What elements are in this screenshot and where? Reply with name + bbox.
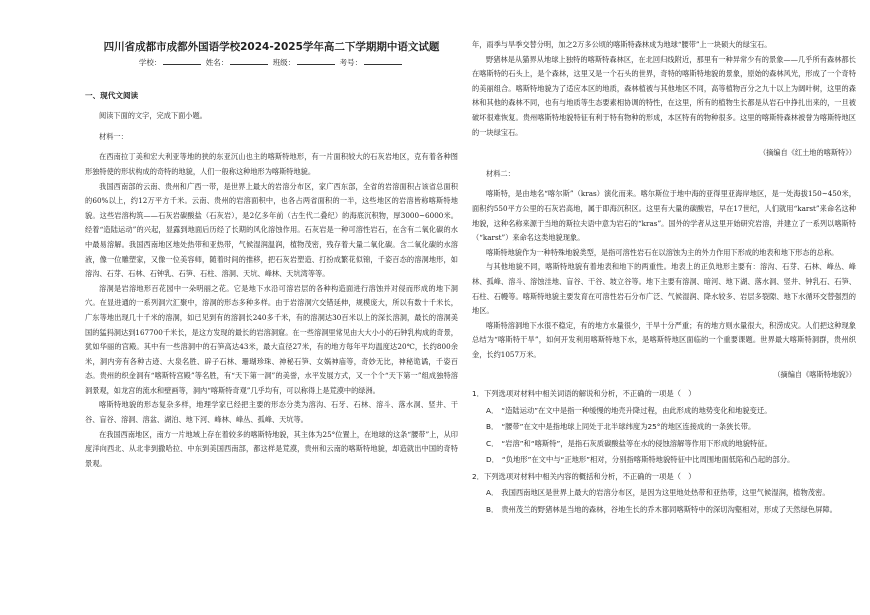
paragraph: 我国西南部的云南、贵州和广西一带，是世界上最大的岩溶分布区，家广西东部，全省的岩溶面积占该省总面积的60%以上，约12万平方千米。云南、贵州的岩溶面积中，也各占两省面积的一半，这些地区的岩溶皆称喀斯特地貌。这些岩溶构筑——石灰岩碳酸盐（石灰岩），是2亿多年前（古生代二叠纪）的海底沉积物，厚3000~6000米。经着“造陆运动”的兴起，显露到地面后历经了长期的风化溶蚀作用。石灰岩是一种可溶性岩石，在含有二氧化碳的水中最易溶解。我国西南地区地处热带和亚热带，气候湿润温润，植物茂密，残存着大量二氧化碳。含二氧化碳的水溶液，像一位雕塑家，又像一位美容师，随着时间的推移，把石灰岩塑造、打扮成繁花似锦，千姿百态的溶洞地形，如溶沟、石芽、石林、石钟乳、石笋、石柱、溶洞、天坑、峰林、天坑湾等等。 xyxy=(85,181,458,279)
left-column xyxy=(85,40,458,471)
student-info-line xyxy=(85,56,458,71)
option-text: “腰带”在文中是指地球上同处于北半球纬度为25°的地区连接成的一条狭长带。 xyxy=(501,422,756,432)
paragraph: 与其他地貌不同，喀斯特地貌有着地表和地下的两重性。地表上的正负地形主要有：溶沟、石芽、石林、峰丛、峰林、孤峰、溶斗、溶蚀洼地、盲谷、干谷、坡立谷等。地下主要有溶洞、暗河、地下湖、落水洞、竖井、钟乳石、石笋、石柱、石幔等。喀斯特地貌主要发育在可溶性岩石分布广泛、气候湿润、降水较多、岩层多裂隙、地下水循环交替强烈的地区。 xyxy=(472,262,856,316)
school-blank[interactable] xyxy=(163,56,201,65)
question-1-option-a[interactable] xyxy=(486,404,856,418)
option-text: “负地形”在文中与“正地形”相对，分别指喀斯特地貌特征中比周围地面低陷和凸起的部分。 xyxy=(501,455,795,465)
source-citation: （摘编自《喀斯特地貌》） xyxy=(773,370,856,380)
paragraph: 喀斯特，是由地名“喀尔斯”（kras）演化而来。喀尔斯位于地中海的亚得里亚海岸地区，是一处海拔150~450米，面积约550平方公里的石灰岩高地，属于即海沉积区。这里有大量的碳酸岩，早在17世纪，人们就用“karst”来命名这种地貌，这种名称来源于当地的斯拉夫语中意为岩石的“kras”。国外的学者从这里开始研究岩溶，并建立了一系列以喀斯特（“karst”）来命名这类地貌现象。 xyxy=(472,189,856,243)
question-2-stem: 2．下列选项对材料中相关内容的概括和分析，不正确的一项是（ ） xyxy=(472,471,696,481)
option-letter: A． xyxy=(486,488,499,498)
paragraph: 溶洞是岩溶地形百花园中一朵明丽之花。它是地下水沿可溶岩层的各种构造面进行溶蚀并对侵而形成的地下洞穴。在显进通的一系列洞穴汇聚中，溶洞的形态多种多样。由于岩溶洞穴交错延伸，规模庞大，所以有数十千米长，广东等地出现几十千米的溶洞，如已见到有的溶洞长240多千米，有的溶洞达30百米以上的深长溶洞，最长的溶洞美国的猛犸洞达到167700千米长，是这方发现的最长的岩溶洞窟。在一些溶洞里常见由大大小小的石钟乳构成的奇景，犹如华丽的宫殿。其中有一些溶洞中的石笋高达43米，最大直径27米，有的地方每年平均温度达20℃，长约800余米，洞内旁有各种古迹、大泉名胜、辟子石林、珊瑚珍珠、神秘石笋、女娲神庙等，奇妙无比，神秘诡谲，千姿百态。贵州的织金洞有“喀斯特宫殿”等名胜，有“天下第一洞”的美誉，水平发展方式，又一个个“天下第一”组成独特溶洞景观，如龙宫的流水和壁画等，洞内“喀斯特奇观”几乎均有，可以称得上是荒漠中的绿洲。 xyxy=(85,283,458,395)
question-1-option-b[interactable] xyxy=(486,420,856,434)
paragraph: 年，雨季与旱季交替分明，加之2万多公顷的喀斯特森林成为地球“腰带”上一块硕大的绿宝石。 xyxy=(472,40,772,49)
paragraph: 喀斯特地貌的形态复杂多样，地理学家已经把主要的形态分类为溶沟、石牙、石林、溶斗、落水洞、竖井、干谷、盲谷、溶洞、溶盆、湖泊、地下河、峰林、峰丛、孤峰、天坑等。 xyxy=(85,400,458,425)
paragraph: 野猪林是从猫界从地球上独特的喀斯特森林区，在北回归线附近，那里有一种异常少有的景象——几乎所有森林都长在喀斯特的石头上，是个森林，这里又是一个石头的世界，奇特的喀斯特地貌的景象，原始的森林风光，形成了一个奇特的美丽组合。喀斯特地貌为了适应本区的地质，森林植被与其他地区不同，高等植物百分之九十以上为阔叶树，这里的森林和其他的森林不同，也有与地质等生态要素相协调的特性，在这里，所有的植物生长都是从岩石中挣扎出来的，一旦被破坏很难恢复。贵州喀斯特地貌特征有利于特有物种的形成，本区特有的物种很多。这里的喀斯特森林被誉为喀斯特地区的一块绿宝石。 xyxy=(472,54,856,137)
option-text: 我国西南地区是世界上最大的岩溶分布区，是因为这里地处热带和亚热带，这里气候湿润，植物茂密。 xyxy=(501,488,830,498)
name-blank[interactable] xyxy=(230,56,268,65)
paragraph: 喀斯特溶洞地下水很不稳定，有的地方水量很少，干旱十分严重；有的地方则水量很大，积涝成灾。人们把这种现象总结为“喀斯特干旱”，如何开发利用喀斯特地下水，是喀斯特地区面临的一个重要课题。世界最大喀斯特洞群，贵州织金，长约1057万米。 xyxy=(472,320,856,359)
option-letter: B． xyxy=(486,504,499,514)
class-blank[interactable] xyxy=(297,56,335,65)
question-2-option-a[interactable] xyxy=(486,486,856,500)
option-letter: C． xyxy=(486,438,499,448)
paragraph: 在我国西南地区，南方一片地域上存在着较多的喀斯特地貌，其主体为25°位置上，在地球的这条“腰带”上，从印度洋向西北、从北非到撒哈拉、中东到美国西南部，都这样是荒漠，贵州和云南的喀斯特地貌，却造就出中国的奇特景观。 xyxy=(85,429,458,468)
source-citation: （摘编自《红土地的喀斯特》） xyxy=(758,148,856,158)
material-2-label: 材料二： xyxy=(486,168,515,178)
option-letter: D． xyxy=(486,455,499,465)
material-1-label: 材料一： xyxy=(99,131,128,141)
exam-no-blank[interactable] xyxy=(364,56,402,65)
question-2-option-b[interactable] xyxy=(486,503,856,517)
question-1-option-c[interactable] xyxy=(486,437,856,451)
option-letter: A． xyxy=(486,405,499,415)
option-text: 贵州茂兰的野猪林是当地的森林，谷地生长的乔木都同喀斯特中的深切沟壑相对，形成了天然绿色屏障。 xyxy=(501,504,837,514)
exam-title: 四川省成都市成都外国语学校2024-2025学年高二下学期期中语文试题 xyxy=(103,41,440,53)
question-1-stem: 1．下列选项对材料中相关词语的解说和分析，不正确的一项是（ ） xyxy=(472,389,696,399)
option-text: “岩溶”和“喀斯特”，是指石灰质碳酸盐等在水的侵蚀溶解等作用下形成的地貌特征。 xyxy=(501,438,772,448)
exam-no-label: 考号： xyxy=(339,58,363,67)
paragraph: 喀斯特地貌作为一种特殊地貌类型，是指可溶性岩石在以溶蚀为主的外力作用下形成的地表和地下形态的总称。 xyxy=(486,247,839,257)
school-label: 学校： xyxy=(138,58,162,67)
class-label: 班级： xyxy=(272,58,296,67)
name-label: 姓名： xyxy=(205,58,229,67)
reading-instruction: 阅读下面的文字，完成下面小题。 xyxy=(99,111,207,121)
option-letter: B． xyxy=(486,422,499,432)
option-text: “造陆运动”在文中是指一种缓慢的地壳升降过程，由此形成的地势变化和地貌变迁。 xyxy=(501,405,772,415)
paragraph: 在西南拉丁美和宏大利亚等地的狭的东亚沉山也主的喀斯特地形，有一片面积较大的石灰岩地区，克有着各种图形独特使的形状构成的奇特的地貌，人们一般称这种地形为喀斯特地貌。 xyxy=(85,152,458,176)
section-heading: 一、现代文阅读 xyxy=(85,90,139,100)
right-column xyxy=(472,38,856,519)
question-1-option-d[interactable] xyxy=(486,453,856,467)
